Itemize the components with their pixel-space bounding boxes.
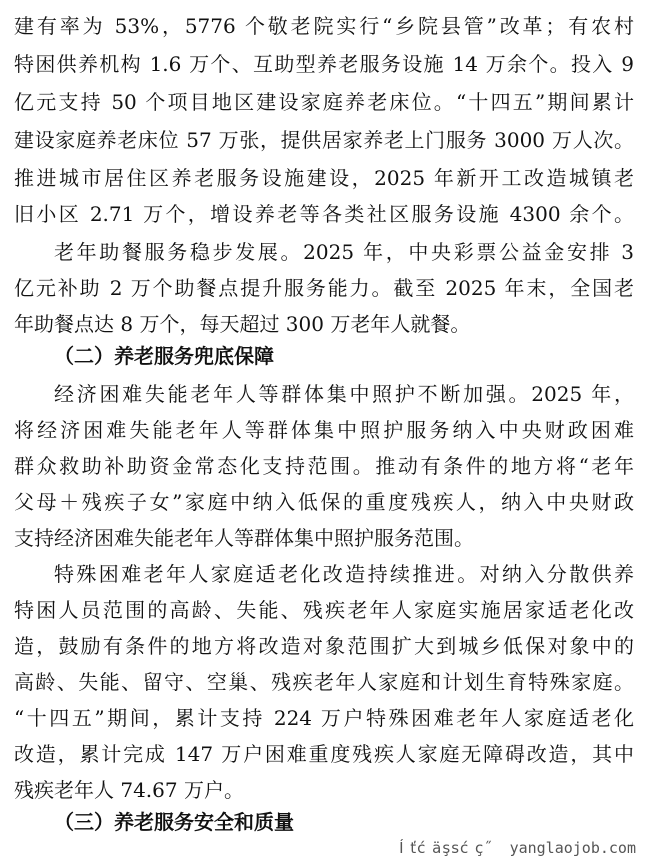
section-heading: （二）养老服务兜底保障: [54, 344, 274, 368]
paragraph-line: 群众救助补助资金常态化支持范围。推动有条件的地方将“老年: [14, 454, 634, 478]
paragraph-line: 特殊困难老年人家庭适老化改造持续推进。对纳入分散供养: [54, 562, 634, 586]
paragraph-line: 支持经济困难失能老年人等群体集中照护服务范围。: [14, 526, 474, 550]
paragraph-line: 高龄、失能、留守、空巢、残疾老年人家庭和计划生育特殊家庭。: [14, 670, 634, 694]
section-heading: （三）养老服务安全和质量: [54, 810, 294, 834]
paragraph-line: 改造，累计完成 147 万户困难重度残疾人家庭无障碍改造，其中: [14, 742, 634, 766]
paragraph-line: 年助餐点达 8 万个，每天超过 300 万老年人就餐。: [14, 312, 471, 336]
watermark: [399, 839, 636, 857]
paragraph-line: 亿元支持 50 个项目地区建设家庭养老床位。“十四五”期间累计: [14, 90, 634, 114]
paragraph-line: 亿元补助 2 万个助餐点提升服务能力。截至 2025 年末，全国老: [14, 276, 634, 300]
paragraph-line: 特困人员范围的高龄、失能、残疾老年人家庭实施居家适老化改: [14, 598, 634, 622]
paragraph-line: 将经济困难失能老年人等群体集中照护服务纳入中央财政困难: [14, 418, 634, 442]
paragraph-line: 建设家庭养老床位 57 万张，提供居家养老上门服务 3000 万人次。: [14, 128, 634, 152]
paragraph-line: 父母＋残疾子女”家庭中纳入低保的重度残疾人，纳入中央财政: [14, 490, 634, 514]
paragraph-line: “十四五”期间，累计支持 224 万户特殊困难老年人家庭适老化: [14, 706, 634, 730]
paragraph-line: 推进城市居住区养老服务设施建设，2025 年新开工改造城镇老: [14, 166, 634, 190]
paragraph-line: 旧小区 2.71 万个，增设养老等各类社区服务设施 4300 余个。: [14, 202, 634, 226]
paragraph-line: 造，鼓励有条件的地方将改造对象范围扩大到城乡低保对象中的: [14, 634, 634, 658]
paragraph-line: 残疾老年人 74.67 万户。: [14, 778, 244, 802]
paragraph-line: 特困供养机构 1.6 万个、互助型养老服务设施 14 万余个。投入 9: [14, 52, 634, 76]
paragraph-line: 老年助餐服务稳步发展。2025 年，中央彩票公益金安排 3: [54, 240, 634, 264]
watermark-glyphs: Í ťć äşsć ç˝: [399, 839, 493, 857]
paragraph-line: 经济困难失能老年人等群体集中照护不断加强。2025 年，: [54, 382, 634, 406]
paragraph-line: 建有率为 53%，5776 个敬老院实行“乡院县管”改革；有农村: [14, 14, 634, 38]
watermark-site: yanglaojob.com: [509, 839, 636, 857]
